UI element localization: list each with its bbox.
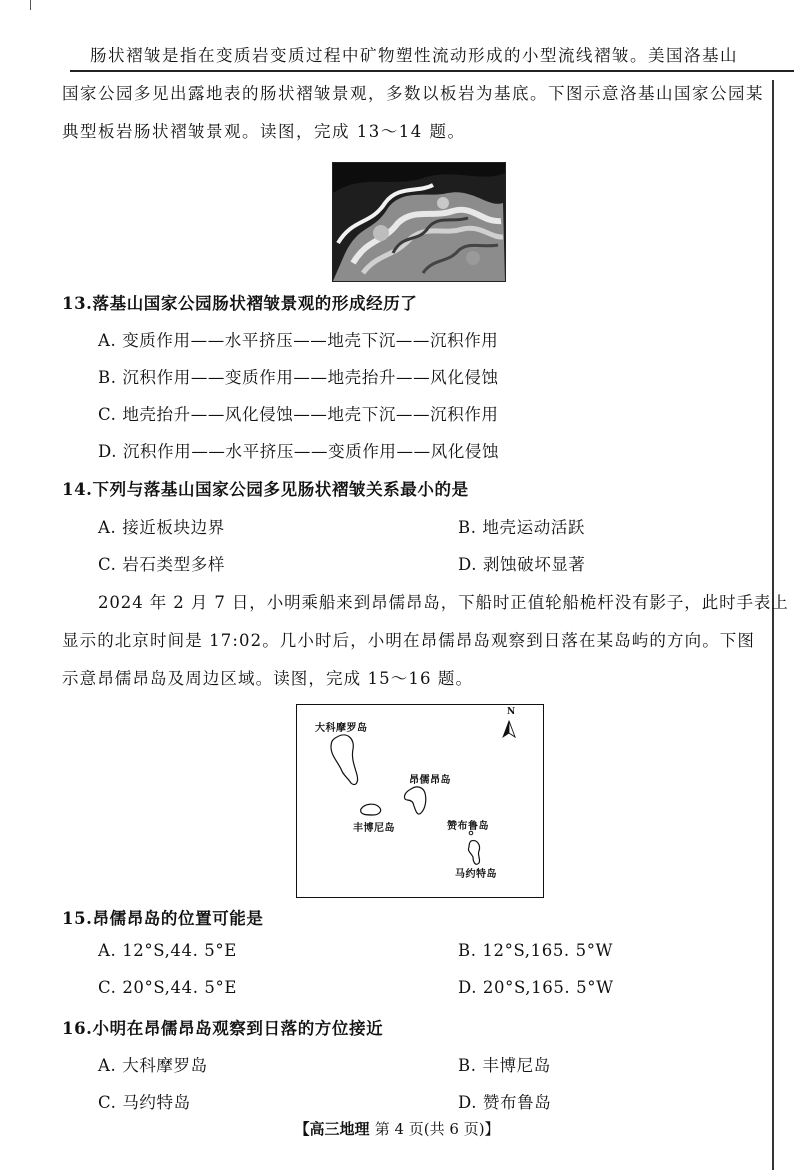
- question-13-stem: 13.落基山国家公园肠状褶皱景观的形成经历了: [62, 294, 418, 313]
- intro-line-1: 肠状褶皱是指在变质岩变质过程中矿物塑性流动形成的小型流线褶皱。美国洛基山: [90, 46, 738, 65]
- footer-subject: 【高三地理: [294, 1120, 370, 1138]
- comoros-map: [296, 704, 544, 898]
- question-15-option-a: A. 12°S,44. 5°E: [98, 941, 237, 960]
- passage-2-line-1: 2024 年 2 月 7 日，小明乘船来到昂儒昂岛，下船时正值轮船桅杆没有影子，此时手表上: [98, 593, 789, 612]
- intro-line-2: 国家公园多见出露地表的肠状褶皱景观，多数以板岩为基底。下图示意洛基山国家公园某: [62, 84, 764, 103]
- question-14-option-a: A. 接近板块边界: [98, 518, 225, 537]
- intro-line-3: 典型板岩肠状褶皱景观。读图，完成 13～14 题。: [62, 122, 466, 141]
- label-zambulu: 赞布鲁岛: [447, 821, 489, 832]
- question-14-option-d: D. 剥蚀破坏显著: [458, 555, 586, 574]
- north-label: N: [507, 707, 516, 717]
- fold-photo-image: [333, 163, 505, 281]
- mayotte-island: [468, 841, 479, 865]
- margin-tick: [30, 0, 31, 10]
- question-15-option-c: C. 20°S,44. 5°E: [98, 978, 238, 997]
- question-16-option-c: C. 马约特岛: [98, 1093, 191, 1112]
- fold-landscape-photo: [332, 162, 506, 282]
- anjouan-island: [404, 787, 425, 814]
- label-moheli: 丰博尼岛: [353, 823, 395, 834]
- question-15-option-d: D. 20°S,165. 5°W: [458, 978, 614, 997]
- question-13-option-c: C. 地壳抬升——风化侵蚀——地壳下沉——沉积作用: [98, 405, 499, 424]
- question-13-option-d: D. 沉积作用——水平挤压——变质作用——风化侵蚀: [98, 442, 500, 461]
- question-14-option-b: B. 地壳运动活跃: [458, 518, 586, 537]
- label-anjouan: 昂儒昂岛: [409, 775, 451, 786]
- question-13-option-b: B. 沉积作用——变质作用——地壳抬升——风化侵蚀: [98, 368, 499, 387]
- label-mayotte: 马约特岛: [455, 869, 497, 880]
- question-14-stem: 14.下列与落基山国家公园多见肠状褶皱关系最小的是: [62, 480, 469, 499]
- question-16-option-a: A. 大科摩罗岛: [98, 1056, 208, 1075]
- question-16-option-d: D. 赞布鲁岛: [458, 1093, 552, 1112]
- question-15-option-b: B. 12°S,165. 5°W: [458, 941, 614, 960]
- question-16-option-b: B. 丰博尼岛: [458, 1056, 551, 1075]
- right-margin-rule: [772, 80, 774, 1170]
- question-14-option-c: C. 岩石类型多样: [98, 555, 225, 574]
- passage-2-line-3: 示意昂儒昂岛及周边区域。读图，完成 15～16 题。: [62, 669, 474, 688]
- question-15-stem: 15.昂儒昂岛的位置可能是: [62, 909, 264, 928]
- header-rule: [70, 70, 794, 72]
- footer-page-number: 第 4 页(共 6 页)】: [374, 1120, 500, 1138]
- question-13-option-a: A. 变质作用——水平挤压——地壳下沉——沉积作用: [98, 331, 499, 350]
- question-16-stem: 16.小明在昂儒昂岛观察到日落的方位接近: [62, 1019, 384, 1038]
- label-grand-comoro: 大科摩罗岛: [315, 723, 368, 734]
- passage-2-line-2: 显示的北京时间是 17:02。几小时后，小明在昂儒昂岛观察到日落在某岛屿的方向。下图: [62, 631, 755, 650]
- moheli-island: [361, 804, 381, 815]
- grand-comoro-island: [331, 735, 358, 785]
- page-footer: [0, 1118, 794, 1139]
